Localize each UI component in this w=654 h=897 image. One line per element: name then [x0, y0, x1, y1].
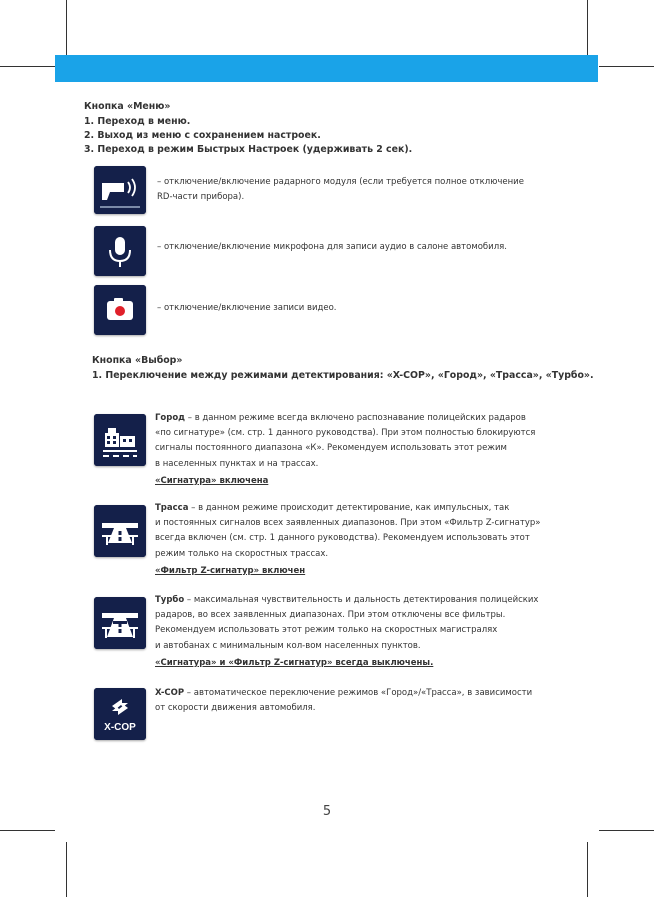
highway-desc-line: режим только на скоростных трассах. [155, 548, 329, 559]
crop-mark [599, 830, 654, 831]
xcop-desc-line: X-COP – автоматическое переключение режимов «Город»/«Трасса», в зависимости [155, 688, 533, 698]
mic-desc: – отключение/включение микрофона для записи аудио в салоне автомобиля. [157, 242, 507, 252]
crop-mark [587, 842, 588, 897]
page-number: 5 [322, 804, 332, 819]
xcop-icon-text: X-COP [104, 722, 136, 733]
xcop-mode-icon [94, 688, 146, 740]
microphone-icon [94, 226, 146, 276]
crop-mark [599, 66, 654, 67]
radar-desc-line: – отключение/включение радарного модуля (если требуется полное отключение [157, 177, 524, 187]
xcop-desc-line: от скорости движения автомобиля. [155, 703, 316, 714]
menu-title: Кнопка «Меню» [84, 101, 171, 112]
menu-item-2: 2. Выход из меню с сохранением настроек. [84, 130, 321, 141]
turbo-desc-line: и автобанах с минимальным кол-вом населенных пунктов. [155, 640, 421, 651]
select-item-1: 1. Переключение между режимами детектирования: «X-COP», «Город», «Трасса», «Турбо». [92, 370, 594, 381]
city-desc-line: «по сигнатуре» (см. стр. 1 данного руководства). При этом полностью блокируются [155, 428, 536, 439]
select-title: Кнопка «Выбор» [92, 355, 183, 366]
city-mode-icon [94, 414, 146, 466]
city-note: «Сигнатура» включена [155, 475, 269, 486]
crop-mark [66, 0, 67, 55]
turbo-desc-line: Турбо – максимальная чувствительность и дальность детектирования полицейских [155, 595, 539, 605]
turbo-mode-name: Турбо [155, 595, 185, 605]
turbo-desc-line: радаров, во всех заявленных диапазонах. При этом отключены все фильтры. [155, 610, 506, 621]
highway-desc-line: Трасса – в данном режиме происходит детектирование, как импульсных, так [155, 503, 510, 513]
crop-mark [587, 0, 588, 55]
turbo-mode-icon [94, 597, 146, 649]
highway-desc-line: и постоянных сигналов всех заявленных диапазонов. При этом «Фильтр Z-сигнатур» [155, 518, 541, 529]
menu-item-3: 3. Переход в режим Быстрых Настроек (удерживать 2 сек). [84, 144, 413, 155]
highway-desc-line: всегда включен (см. стр. 1 данного руководства). Рекомендуем использовать этот [155, 533, 530, 544]
city-desc-line: сигналы постоянного диапазона «К». Рекомендуем использовать этот режим [155, 443, 507, 454]
city-desc-line: Город – в данном режиме всегда включено распознавание полицейских радаров [155, 413, 526, 423]
radar-desc-line: RD-части прибора). [157, 192, 245, 203]
header-bar [55, 55, 598, 82]
highway-note: «Фильтр Z-сигнатур» включен [155, 565, 306, 576]
radar-icon [94, 166, 146, 214]
city-desc-line: в населенных пунктах и на трассах. [155, 458, 319, 469]
city-mode-name: Город [155, 413, 186, 423]
crop-mark [0, 66, 55, 67]
turbo-desc-line: Рекомендуем использовать этот режим только на скоростных магистралях [155, 625, 498, 636]
menu-item-1: 1. Переход в меню. [84, 116, 191, 127]
xcop-mode-name: X-COP [155, 688, 185, 698]
crop-mark [66, 842, 67, 897]
video-desc: – отключение/включение записи видео. [157, 303, 337, 313]
crop-mark [0, 830, 55, 831]
video-record-icon [94, 285, 146, 335]
turbo-note: «Сигнатура» и «Фильтр Z-сигнатур» всегда выключены. [155, 657, 434, 668]
highway-mode-name: Трасса [155, 503, 189, 513]
highway-mode-icon [94, 505, 146, 557]
